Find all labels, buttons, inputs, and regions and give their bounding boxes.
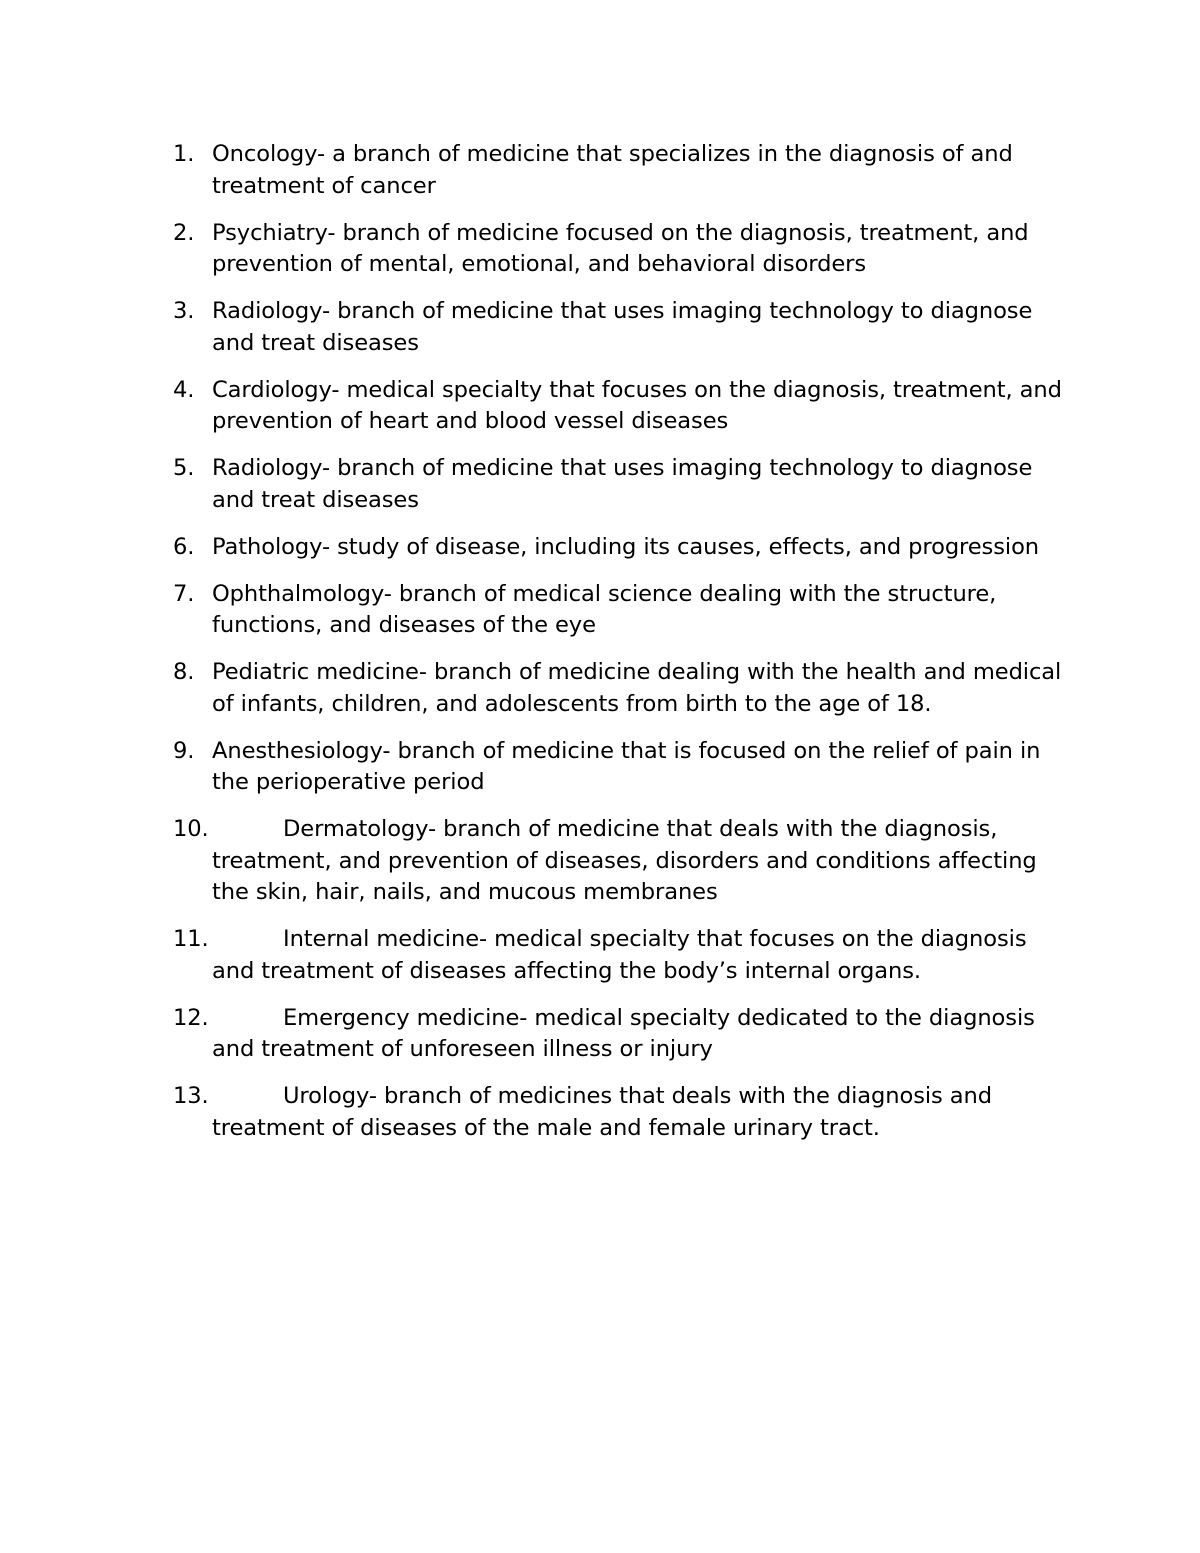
list-item-number: 7.: [173, 580, 195, 607]
list-item-text: Emergency medicine- medical specialty dedicated to the diagnosis and treatment of unforeseen illness or injury: [212, 1004, 1035, 1062]
list-item: [173, 139, 1073, 202]
list-item-number: 4.: [173, 376, 195, 403]
list-item: [173, 736, 1073, 799]
list-item-number: 5.: [173, 455, 195, 481]
list-item-text: Radiology- branch of medicine that uses imaging technology to diagnose and treat diseases: [212, 455, 1033, 513]
list-item-text: Internal medicine- medical specialty that focuses on the diagnosis and treatment of diseases affecting the body’s internal organs.: [212, 926, 1027, 984]
list-item: [173, 924, 1073, 987]
list-item-number: 10.: [173, 816, 209, 842]
list-item-text: Ophthalmology- branch of medical science dealing with the structure, functions, and diseases of the eye: [212, 580, 997, 638]
specialty-list: [173, 139, 1073, 1160]
list-item-text: Oncology- a branch of medicine that specializes in the diagnosis of and treatment of cancer: [212, 141, 1013, 199]
list-item-text: Pathology- study of disease, including its causes, effects, and progression: [212, 533, 1040, 560]
list-item: [173, 579, 1073, 642]
list-item: [173, 1003, 1073, 1066]
list-item-text: Cardiology- medical specialty that focuses on the diagnosis, treatment, and prevention of heart and blood vessel diseases: [212, 376, 1062, 434]
list-item-text: Anesthesiology- branch of medicine that is focused on the relief of pain in the perioperative period: [212, 737, 1041, 795]
list-item-text: Dermatology- branch of medicine that deals with the diagnosis, treatment, and prevention of diseases, disorders and conditions affecting the skin, hair, nails, and mucous membranes: [212, 816, 1037, 905]
list-item: [173, 218, 1073, 281]
list-item-number: 13.: [173, 1083, 209, 1109]
list-item: [173, 814, 1073, 909]
list-item-text: Psychiatry- branch of medicine focused on the diagnosis, treatment, and prevention of mental, emotional, and behavioral disorders: [212, 219, 1029, 277]
list-item: [173, 453, 1073, 516]
list-item-number: 11.: [173, 926, 209, 952]
list-item: [173, 296, 1073, 359]
list-item: [173, 532, 1073, 564]
list-item: [173, 375, 1073, 438]
list-item-number: 12.: [173, 1004, 209, 1031]
list-item-number: 9.: [173, 737, 195, 764]
list-item-number: 6.: [173, 533, 195, 560]
list-item: [173, 1081, 1073, 1144]
list-item-number: 8.: [173, 659, 195, 685]
list-item-text: Pediatric medicine- branch of medicine dealing with the health and medical of infants, children, and adolescents from birth to the age of 18.: [212, 659, 1062, 717]
list-item-number: 2.: [173, 219, 195, 246]
list-item-number: 1.: [173, 141, 195, 167]
list-item-number: 3.: [173, 298, 195, 324]
list-item-text: Radiology- branch of medicine that uses imaging technology to diagnose and treat diseases: [212, 298, 1033, 356]
list-item-text: Urology- branch of medicines that deals with the diagnosis and treatment of diseases of the male and female urinary tract.: [212, 1083, 993, 1141]
list-item: [173, 657, 1073, 720]
